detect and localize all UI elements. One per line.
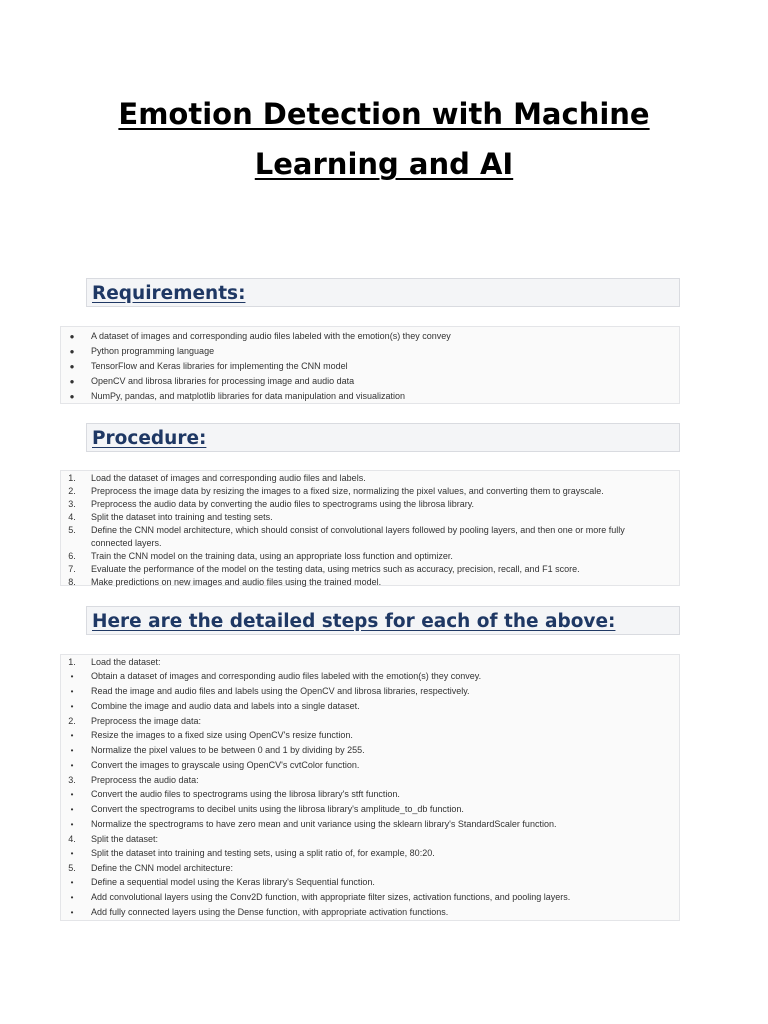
list-item	[61, 875, 679, 890]
bullet-icon: •	[70, 908, 74, 917]
list-number: 4.	[68, 834, 76, 844]
list-number: 5.	[68, 525, 76, 535]
list-item-text: OpenCV and librosa libraries for processing image and audio data	[91, 376, 355, 386]
list-item	[61, 576, 679, 589]
list-item-text: Preprocess the image data by resizing the images to a fixed size, normalizing the pixel values, and converting them to grayscale.	[91, 486, 604, 496]
list-number: 8.	[68, 577, 76, 587]
bullet-icon: •	[70, 731, 74, 740]
list-item	[61, 485, 679, 498]
bullet-icon: •	[70, 878, 74, 887]
list-item	[61, 655, 679, 669]
bullet-icon: •	[70, 805, 74, 814]
list-item	[61, 787, 679, 802]
list-item-text: Train the CNN model on the training data, using an appropriate loss function and optimizer.	[91, 551, 453, 561]
list-item	[61, 684, 679, 699]
details-heading-box	[86, 606, 680, 635]
bullet-icon: •	[70, 790, 74, 799]
list-item	[61, 374, 679, 389]
bullet-icon: •	[70, 746, 74, 755]
list-item-text: A dataset of images and corresponding audio files labeled with the emotion(s) they convey	[91, 331, 451, 341]
list-item-text: Split the dataset:	[91, 834, 159, 844]
list-number: 4.	[68, 512, 76, 522]
list-item	[61, 511, 679, 524]
procedure-heading-box	[86, 423, 680, 452]
list-item	[61, 699, 679, 714]
list-item	[61, 563, 679, 576]
list-item-text: Normalize the spectrograms to have zero mean and unit variance using the sklearn library's StandardScaler function.	[91, 819, 557, 829]
list-item-text: Normalize the pixel values to be between 0 and 1 by dividing by 255.	[91, 745, 365, 755]
list-item	[61, 389, 679, 404]
list-item	[61, 359, 679, 374]
list-item-text: Preprocess the image data:	[91, 716, 202, 726]
list-item	[61, 890, 679, 905]
list-item-text: Split the dataset into training and testing sets.	[91, 512, 273, 522]
list-item	[61, 743, 679, 758]
requirements-heading: Requirements:	[92, 283, 246, 304]
list-number: 5.	[68, 863, 76, 873]
list-number: 7.	[68, 564, 76, 574]
list-number: 3.	[68, 499, 76, 509]
list-item	[61, 846, 679, 861]
bullet-icon: •	[70, 687, 74, 696]
list-item-text: Combine the image and audio data and labels into a single dataset.	[91, 701, 360, 711]
list-item-text: Define the CNN model architecture:	[91, 863, 234, 873]
list-item-text: Add convolutional layers using the Conv2D function, with appropriate filter sizes, activation functions, and pooling layers.	[91, 892, 571, 902]
bullet-icon: ●	[69, 332, 75, 341]
procedure-list	[60, 470, 680, 586]
list-item-text: Resize the images to a fixed size using OpenCV's resize function.	[91, 730, 353, 740]
list-number: 2.	[68, 716, 76, 726]
list-item	[61, 329, 679, 344]
requirements-list	[60, 326, 680, 404]
list-item-text: Convert the audio files to spectrograms using the librosa library's stft function.	[91, 789, 400, 799]
list-item	[61, 472, 679, 485]
list-item-text: TensorFlow and Keras libraries for implementing the CNN model	[91, 361, 348, 371]
list-item-text: Load the dataset:	[91, 657, 161, 667]
bullet-icon: ●	[69, 377, 75, 386]
list-item	[61, 802, 679, 817]
list-item	[61, 861, 679, 875]
list-item	[61, 817, 679, 832]
list-item-text: Convert the images to grayscale using OpenCV's cvtColor function.	[91, 760, 360, 770]
list-item-text: Python programming language	[91, 346, 215, 356]
list-number: 3.	[68, 775, 76, 785]
list-item	[61, 550, 679, 563]
list-item-text: Preprocess the audio data by converting the audio files to spectrograms using the librosa library.	[91, 499, 475, 509]
list-item-text: Make predictions on new images and audio files using the trained model.	[91, 577, 382, 587]
list-item-text: Define the CNN model architecture, which should consist of convolutional layers followed by pooling layers, and then one or more fully connected layers.	[91, 525, 625, 548]
details-list	[60, 654, 680, 921]
list-item	[61, 832, 679, 846]
bullet-icon: •	[70, 893, 74, 902]
details-heading: Here are the detailed steps for each of the above:	[92, 611, 616, 632]
bullet-icon: •	[70, 761, 74, 770]
list-item-text: Define a sequential model using the Keras library's Sequential function.	[91, 877, 375, 887]
list-number: 1.	[68, 473, 76, 483]
list-item-text: Add fully connected layers using the Dense function, with appropriate activation functions.	[91, 907, 449, 917]
list-item	[61, 714, 679, 728]
list-item-text: Split the dataset into training and testing sets, using a split ratio of, for example, 80:20.	[91, 848, 435, 858]
list-item	[61, 773, 679, 787]
document-title-line-1: Emotion Detection with Machine	[118, 97, 650, 131]
procedure-heading: Procedure:	[92, 428, 207, 449]
bullet-icon: •	[70, 672, 74, 681]
list-item-text: Preprocess the audio data:	[91, 775, 199, 785]
list-number: 1.	[68, 657, 76, 667]
document-title-line-2: Learning and AI	[254, 147, 514, 181]
list-item-text: Read the image and audio files and labels using the OpenCV and librosa libraries, respectively.	[91, 686, 470, 696]
list-item-text: Load the dataset of images and corresponding audio files and labels.	[91, 473, 366, 483]
requirements-heading-box	[86, 278, 680, 307]
list-item-text: Obtain a dataset of images and corresponding audio files labeled with the emotion(s) they convey.	[91, 671, 482, 681]
list-number: 2.	[68, 486, 76, 496]
list-item	[61, 344, 679, 359]
list-item-text: Convert the spectrograms to decibel units using the librosa library's amplitude_to_db function.	[91, 804, 464, 814]
list-number: 6.	[68, 551, 76, 561]
bullet-icon: ●	[69, 362, 75, 371]
list-item	[61, 758, 679, 773]
bullet-icon: ●	[69, 347, 75, 356]
list-item	[61, 498, 679, 511]
list-item	[61, 524, 679, 550]
bullet-icon: •	[70, 849, 74, 858]
bullet-icon: ●	[69, 392, 75, 401]
list-item-text: Evaluate the performance of the model on the testing data, using metrics such as accuracy, precision, recall, and F1 score.	[91, 564, 580, 574]
bullet-icon: •	[70, 820, 74, 829]
list-item-text: NumPy, pandas, and matplotlib libraries for data manipulation and visualization	[91, 391, 406, 401]
bullet-icon: •	[70, 702, 74, 711]
list-item	[61, 669, 679, 684]
list-item	[61, 905, 679, 920]
list-item	[61, 728, 679, 743]
